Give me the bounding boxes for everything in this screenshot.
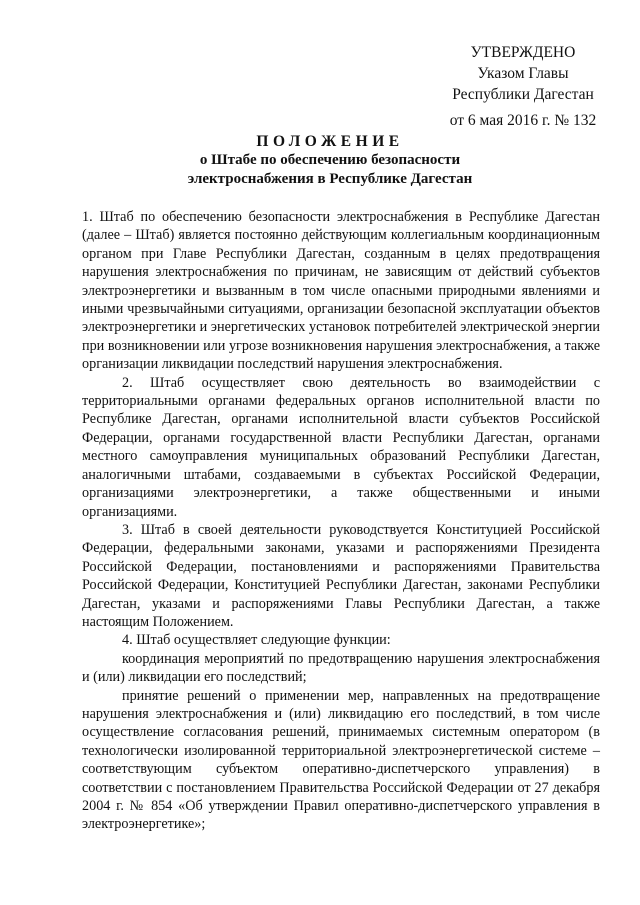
- paragraph-4: 4. Штаб осуществляет следующие функции:: [122, 632, 391, 649]
- approval-authority: Указом Главы: [477, 65, 569, 82]
- function-item-2: принятие решений о применении мер, направленных на предотвращение нарушения электроснабжения и (или) ликвидацию его последствий, в том числе осуществление согласования решений, принимаемых системным оператором (в технологически изолированной территориальной электроэнергетической системе – соответствующим субъектом оперативно-диспетчерского управления) в соответствии с постановлением Правительства Российской Федерации от 27 декабря 2004 г. № 854 «Об утверждении Правил оперативно-диспетчерского управления в электроэнергетике»;: [82, 687, 600, 833]
- paragraph-3: 3. Штаб в своей деятельности руководствуется Конституцией Российской Федерации, федеральными законами, указами и распоряжениями Президента Российской Федерации, постановлениями и распоряжениями Правительства Российской Федерации, Конституцией Республики Дагестан, законами Республики Дагестан, указами и распоряжениями Главы Республики Дагестан, а также настоящим Положением.: [82, 521, 600, 630]
- paragraph-2: 2. Штаб осуществляет свою деятельность во взаимодействии с территориальными органами федеральных органов исполнительной власти по Республике Дагестан, органами исполнительной власти субъектов Российской Федерации, органами государственной власти Республики Дагестан, органами местного самоуправления муниципальных образований Республики Дагестан, аналогичными штабами, создаваемыми в субъектах Российской Федерации, организациями электроэнергетики, а также общественными и иными организациями.: [82, 374, 600, 520]
- function-item-1: координация мероприятий по предотвращению нарушения электроснабжения и (или) ликвидации его последствий;: [82, 650, 600, 686]
- approval-status: УТВЕРЖДЕНО: [470, 44, 576, 61]
- document-subtitle-line-2: электроснабжения в Республике Дагестан: [187, 171, 473, 187]
- approval-stamp: [438, 42, 608, 131]
- document-title: ПОЛОЖЕНИЕ: [256, 133, 404, 150]
- document-title-block: [60, 133, 600, 189]
- paragraph-1: 1. Штаб по обеспечению безопасности электроснабжения в Республике Дагестан (далее – Штаб) является постоянно действующим коллегиальным координационным органом при Главе Республики Дагестан, созданным в целях предотвращения нарушения электроснабжения по причинам, не зависящим от действий субъектов электроэнергетики и вызванным в том числе опасными природными явлениями и иными чрезвычайными ситуациями, организации безопасной эксплуатации объектов электроэнергетики и энергетических установок потребителей электрической энергии при возникновении или угрозе возникновения нарушения электроснабжения, а также организации ликвидации последствий нарушения электроснабжения.: [82, 209, 601, 373]
- approval-date: от 6 мая 2016 г. № 132: [449, 112, 597, 129]
- document-body: [82, 208, 600, 834]
- document-subtitle-line-1: о Штабе по обеспечению безопасности: [199, 152, 461, 168]
- approval-region: Республики Дагестан: [452, 86, 594, 103]
